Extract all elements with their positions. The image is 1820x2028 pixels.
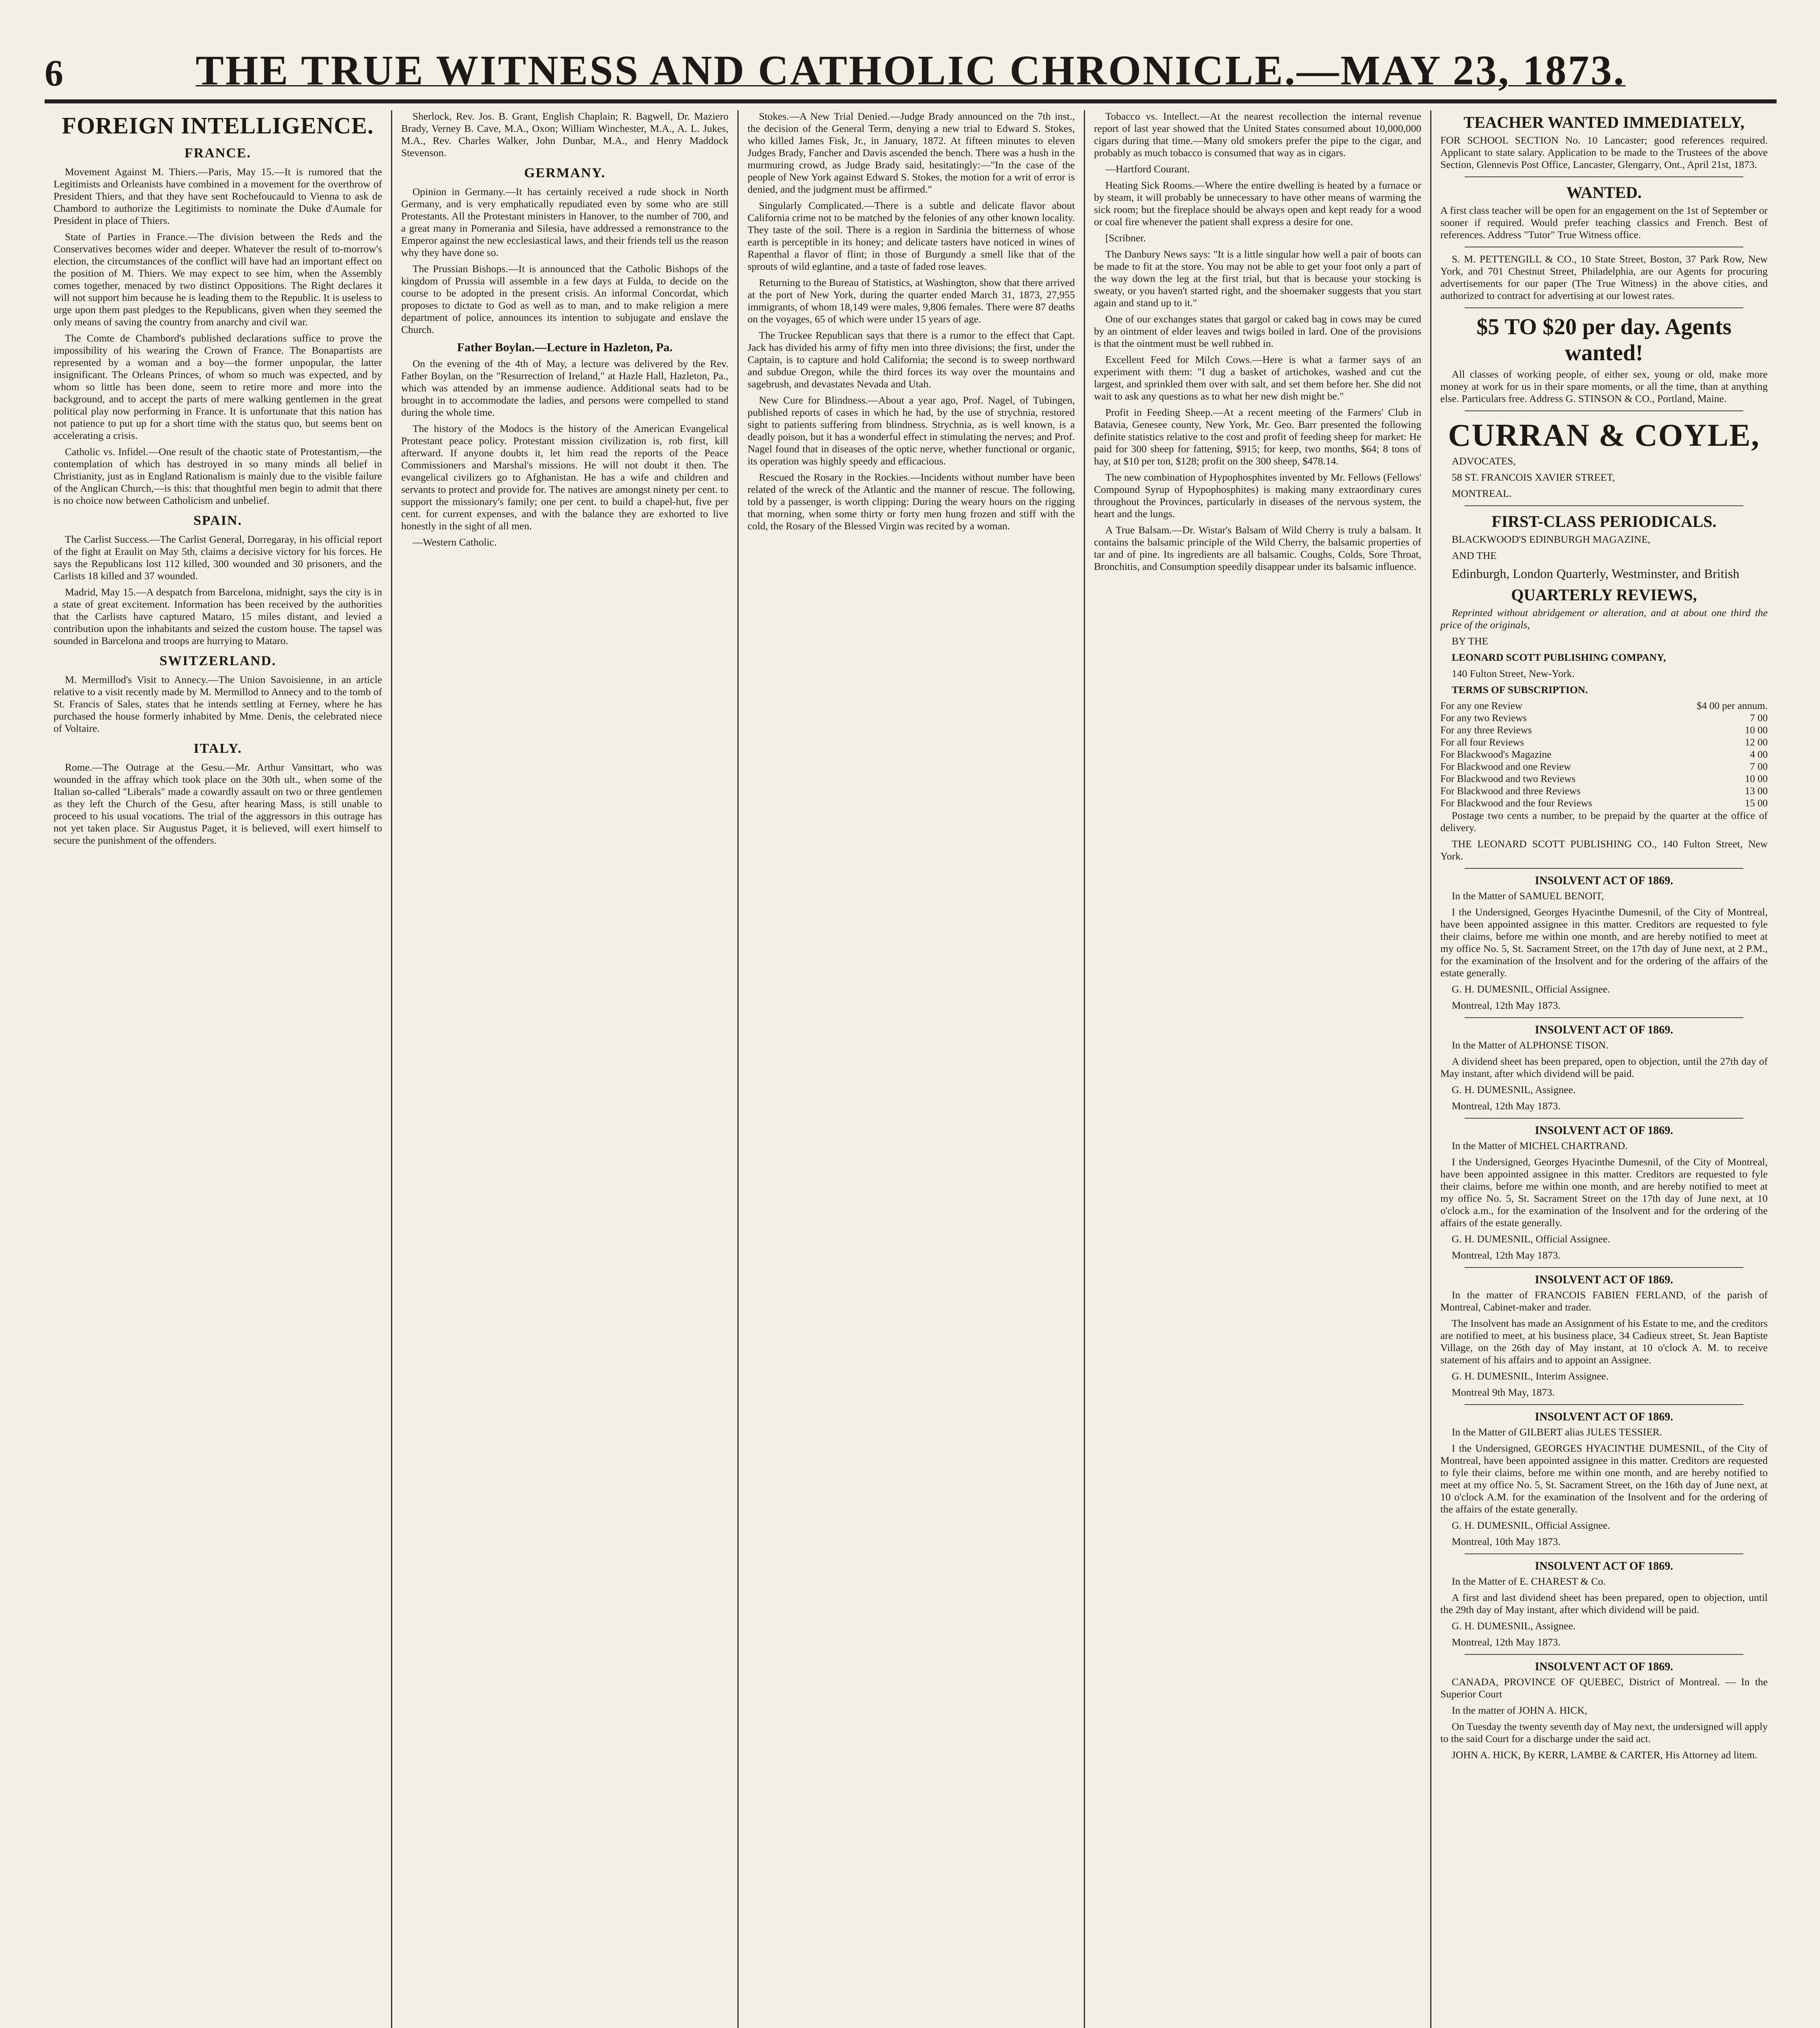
article-paragraph: Stokes.—A New Trial Denied.—Judge Brady announced on the 7th inst., the decision of the General Term, denying a new trial to Edward S. Stokes, who killed James Fisk, Jr., in January, 1872. At fifteen minutes to eleven Judges Brady, Fancher and Davis ascended the bench. There was a hush in the murmuring crowd, as Judge Brady said, hesitatingly:—"In the case of the people of New York against Edward S. Stokes, the motion for a writ of error is denied, and the judgment must be affirmed.": [748, 110, 1075, 195]
insolvent-matter: In the matter of FRANCOIS FABIEN FERLAND, of the parish of Montreal, Cabinet-maker and trader.: [1440, 1289, 1768, 1313]
price-value: 7 00: [1750, 713, 1768, 724]
insolvent-matter: In the Matter of SAMUEL BENOIT,: [1452, 890, 1604, 902]
divider: [1465, 1267, 1743, 1268]
insolvent-signature: G. H. DUMESNIL, Assignee.: [1452, 1620, 1576, 1632]
insolvent-body: I the Undersigned, Georges Hyacinthe Dumesnil, of the City of Montreal, have been appointed assignee in this matter. Creditors are requested to fyle their claims, before me within one month, and are hereby notified to meet at my office No. 5, St. Sacrament Street on the 17th day of June next, at 10 o'clock a.m., for the examination of the Insolvent and for the ordering of the affairs of the estate generally.: [1440, 1156, 1768, 1229]
ad-title: TEACHER WANTED IMMEDIATELY,: [1463, 113, 1745, 131]
article-paragraph: Opinion in Germany.—It has certainly received a rude shock in North Germany, and is very emphatically repudiated even by some who are still Protestants. All the Protestant ministers in Hanover, to the number of 700, and a great many in Pomerania and Silesia, have addressed a remonstrance to the Emperor against the new ecclesiastical laws, and their friends tell us the reason why they have done so.: [401, 186, 728, 258]
article-paragraph: Excellent Feed for Milch Cows.—Here is what a farmer says of an experiment with them: "I dug a basket of artichokes, washed and cut the largest, and sprinkled them over with salt, and set them before her. She did not wait to ask any questions as to what her new dish might be.": [1094, 354, 1421, 402]
article-source: [Scribner.: [1105, 232, 1146, 244]
price-row: [1440, 749, 1768, 761]
price-row: [1440, 761, 1768, 773]
insolvent-body: A first and last dividend sheet has been prepared, open to objection, until the 29th day of May instant, after which dividend will be paid.: [1440, 1592, 1768, 1616]
price-row: [1440, 773, 1768, 785]
insolvent-signature: JOHN A. HICK, By KERR, LAMBE & CARTER, His Attorney ad litem.: [1452, 1749, 1758, 1761]
periodicals-subtitle: BLACKWOOD'S EDINBURGH MAGAZINE,: [1452, 533, 1650, 545]
article-paragraph: The Danbury News says: "It is a little singular how well a pair of boots can be made to fit at the store. You may not be able to get your foot only a part of the way down the leg at the first trial, but that is because your stocking is sweaty, or you haven't started right, and the shoemaker suggests that you start again and stand up to it.": [1094, 248, 1421, 309]
insolvent-body: I the Undersigned, Georges Hyacinthe Dumesnil, of the City of Montreal, have been appointed assignee in this matter. Creditors are requested to fyle their claims, before me within one month, and are hereby notified to meet at my office No. 5, St. Sacrament Street, on the 17th day of June next, at 2 P.M., for the examination of the Insolvent and for the ordering of the affairs of the estate generally.: [1440, 906, 1768, 979]
article-paragraph: A True Balsam.—Dr. Wistar's Balsam of Wild Cherry is truly a balsam. It contains the balsamic principle of the Wild Cherry, the balsamic properties of tar and of pine. Its ingredients are all balsamic. Coughs, Colds, Sore Throat, Bronchitis, and Consumption speedily disappear under its balsamic influence.: [1094, 524, 1421, 572]
periodicals-title: FIRST-CLASS PERIODICALS.: [1491, 512, 1717, 531]
article-paragraph: Tobacco vs. Intellect.—At the nearest recollection the internal revenue report of last year showed that the United States consumed about 10,000,000 cigars during that time.—Many old smokers prefer the pipe to the cigar, and probably as much tobacco is consumed that way as in cigars.: [1094, 110, 1421, 159]
article-paragraph: Rome.—The Outrage at the Gesu.—Mr. Arthur Vansittart, who was wounded in the affray which took place on the 30th ult., when some of the Italian so-called "Liberals" made a cowardly assault on two or three gentlemen as they left the Church of the Gesu, after hearing Mass, is still unable to proceed to his usual vocations. The trial of the aggressors in this outrage has not yet taken place. Sir Augustus Paget, it is believed, will exert himself to secure the punishment of the offenders.: [54, 761, 382, 846]
subscription-price-table: [1440, 700, 1768, 810]
page-number: 6: [45, 52, 63, 94]
article-paragraph: Rescued the Rosary in the Rockies.—Incidents without number have been related of the wreck of the Atlantic and the manner of rescue. The following, told by a passenger, is worth clipping: During the weary hours on the rigging that morning, when some thirty or forty men hung frozen and stiff with the cold, the Rosary of the Blessed Virgin was recited by a woman.: [748, 471, 1075, 532]
article-paragraph: Profit in Feeding Sheep.—At a recent meeting of the Farmers' Club in Batavia, Genesee county, New York, Mr. Geo. Barr presented the following definite statistics relative to the cost and profit of feeding sheep for market: He paid for 300 sheep for fattening, $915; for keep, two months, $64; 8 tons of hay, at $10 per ton, $128; profit on the 300 sheep, $478.14.: [1094, 406, 1421, 467]
teacher-wanted-ad: [1440, 113, 1768, 171]
publisher-signature: THE LEONARD SCOTT PUBLISHING CO., 140 Fulton Street, New York.: [1440, 838, 1768, 862]
article-paragraph: One of our exchanges states that gargol or caked bag in cows may be cured by an ointment of elder leaves and twigs boiled in lard. One of the provisions is that the ointment must be well rubbed in.: [1094, 313, 1421, 349]
article-paragraph: M. Mermillod's Visit to Annecy.—The Union Savoisienne, in an article relative to a visit recently made by M. Mermillod to Annecy and to the tomb of St. Francis of Sales, states that he intends settling at Ferney, where he has purchased the house formerly inhabited by Mme. Denis, the celebrated niece of Voltaire.: [54, 674, 382, 734]
by-the: BY THE: [1452, 635, 1488, 647]
price-value: 7 00: [1750, 761, 1768, 772]
insolvent-title: INSOLVENT ACT OF 1869.: [1535, 874, 1673, 887]
article-paragraph: Returning to the Bureau of Statistics, at Washington, show that there arrived at the port of New York, during the quarter ended March 31, 1873, 27,955 immigrants, of whom 18,149 were males, 9,806 females. There were 87 deaths on the voyages, 65 of which were under 15 years of age.: [748, 277, 1075, 325]
article-paragraph: The Comte de Chambord's published declarations suffice to prove the impossibility of his wearing the Crown of France. The Bonapartists are represented by a woman and a boy—the former unpopular, the latter insignificant. The Orleans Princes, of whom so much was expected, and by whom so little has been done, seem to retire more and more into the background, and to accept the parts of mere walking gentlemen in the great political play now performing in France. It is unfortunate that this nation has not patience to put up for a short time with the status quo, but seems bent on accelerating a crisis.: [54, 332, 382, 441]
price-value: 15 00: [1745, 798, 1768, 809]
insolvent-title: INSOLVENT ACT OF 1869.: [1535, 1274, 1673, 1286]
price-row: [1440, 700, 1768, 712]
article-paragraph: Madrid, May 15.—A despatch from Barcelona, midnight, says the city is in a state of great excitement. Information has been received by the authorities that the Carlists have captured Mataro, 15 miles distant, and levied a contribution upon the inhabitants and seized the custom house. The tapsel was sounded in Barcelona and troops are hurrying to Mataro.: [54, 586, 382, 647]
masthead: [45, 39, 1777, 103]
agents-notice: S. M. PETTENGILL & CO., 10 State Street, Boston, 37 Park Row, New York, and 701 Chestnut Street, Philadelphia, are our Agents for procuring advertisements for our paper (The True Witness) in the above cities, and authorized to contract for advertising at our lowest rates.: [1440, 253, 1768, 301]
article-paragraph: The Carlist Success.—The Carlist General, Dorregaray, in his official report of the fight at Eraulit on May 5th, claims a decisive victory for his forces. He says the Republicans lost 112 killed, 300 wounded and 30 prisoners, and the Carlists 18 killed and 37 wounded.: [54, 533, 382, 582]
insolvent-date: Montreal, 10th May 1873.: [1452, 1536, 1561, 1547]
price-row: [1440, 797, 1768, 810]
section-title: FOREIGN INTELLIGENCE.: [62, 112, 374, 139]
article-paragraph: The Prussian Bishops.—It is announced that the Catholic Bishops of the kingdom of Prussia will assemble in a few days at Fulda, to decide on the course to be adopted in the present crisis. An informal Concordat, which proposes to dictate to God as well as to man, and to make religion a mere department of police, announces its intention to subjugate and enslave the Church.: [401, 263, 728, 335]
country-heading: SWITZERLAND.: [159, 653, 276, 668]
price-item: For any three Reviews: [1440, 725, 1532, 736]
postage-note: Postage two cents a number, to be prepaid by the quarter at the office of delivery.: [1440, 810, 1768, 834]
insolvent-body: The Insolvent has made an Assignment of his Estate to me, and the creditors are notified to meet, at his business place, 34 Cadieux street, St. Jean Baptiste Village, on the 26th day of May instant, at 10 o'clock A. M. to receive statement of his affairs and to appoint an Assignee.: [1440, 1317, 1768, 1366]
divider: [1465, 1404, 1743, 1405]
price-row: [1440, 785, 1768, 797]
insolvent-body: On Tuesday the twenty seventh day of May next, the undersigned will apply to the said Court for a discharge under the said act.: [1440, 1721, 1768, 1744]
insolvent-matter: In the Matter of ALPHONSE TISON.: [1452, 1039, 1609, 1051]
column-3: [737, 110, 1084, 2028]
column-5-ads: [1430, 110, 1777, 2028]
article-paragraph: The new combination of Hypophosphites invented by Mr. Fellows (Fellows' Compound Syrup of Hypophosphites) is making many extraordinary cures throughout the Provinces, particularly in diseases of the nervous system, the heart and the lungs.: [1094, 471, 1421, 520]
insolvent-title: INSOLVENT ACT OF 1869.: [1535, 1024, 1673, 1036]
insolvent-signature: G. H. DUMESNIL, Assignee.: [1452, 1084, 1576, 1096]
price-item: For any two Reviews: [1440, 713, 1527, 724]
insolvent-title: INSOLVENT ACT OF 1869.: [1535, 1560, 1673, 1573]
divider: [1465, 1654, 1743, 1655]
price-value: 10 00: [1745, 725, 1768, 736]
insolvent-matter: In the Matter of GILBERT alias JULES TESSIER.: [1452, 1426, 1662, 1438]
price-item: For Blackwood's Magazine: [1440, 749, 1551, 760]
divider: [1465, 410, 1743, 411]
divider: [1465, 1553, 1743, 1554]
insolvent-date: Montreal 9th May, 1873.: [1452, 1386, 1555, 1398]
insolvent-title: INSOLVENT ACT OF 1869.: [1535, 1411, 1673, 1423]
insolvent-date: Montreal, 12th May 1873.: [1452, 1249, 1561, 1261]
article-paragraph: Singularly Complicated.—There is a subtle and delicate flavor about California crime not to be matched by the felonies of any other known locality. They taste of the soil. There is a region in Sardinia the bitterness of whose earth is perceptible in its honey; and delicate tasters have noticed in wines of Rapenthal a flavor of flint; in those of Burgundy a smell like that of the sprouts of wild eglantine, and a taste of faded rose leaves.: [748, 200, 1075, 272]
article-heading: Father Boylan.—Lecture in Hazleton, Pa.: [457, 341, 673, 354]
divider: [1465, 868, 1743, 869]
periodicals-and: AND THE: [1452, 550, 1497, 561]
insolvent-court: CANADA, PROVINCE OF QUEBEC, District of Montreal. — In the Superior Court: [1440, 1676, 1768, 1700]
article-paragraph: New Cure for Blindness.—About a year ago, Prof. Nagel, of Tubingen, published reports of cases in which he had, by the use of strychnia, restored sight to patients suffering from blindness. Strychnia, as is well known, is a deadly poison, but it has a wonderful effect in stimulating the nerves; and Prof. Nagel found that in diseases of the optic nerve, whether functional or organic, its operation was highly speedy and efficacious.: [748, 394, 1075, 467]
article-source: —Western Catholic.: [413, 536, 497, 548]
price-row: [1440, 724, 1768, 737]
price-value: 12 00: [1745, 737, 1768, 748]
divider: [1465, 307, 1743, 308]
publisher-address: 140 Fulton Street, New-York.: [1452, 668, 1575, 679]
insolvent-title: INSOLVENT ACT OF 1869.: [1535, 1661, 1673, 1673]
price-row: [1440, 737, 1768, 749]
price-item: For Blackwood and three Reviews: [1440, 786, 1581, 797]
terms-title: TERMS OF SUBSCRIPTION.: [1452, 684, 1588, 696]
ad-body: A first class teacher will be open for an engagement on the 1st of September or sooner if required. Would prefer teaching classics and French. Best of references. Address "Tutor" True Witness office.: [1440, 204, 1768, 241]
country-heading: GERMANY.: [524, 165, 606, 180]
publisher-name: LEONARD SCOTT PUBLISHING COMPANY,: [1452, 651, 1666, 663]
article-paragraph: The Truckee Republican says that there is a rumor to the effect that Capt. Jack has divided his army of fifty men into three divisions; the first, under the Captain, is to capture and hold California; the second is to sweep northward and subdue Oregon, while the third forces its way over the mountains and sagebrush, and devastates Nevada and Utah.: [748, 329, 1075, 390]
divider: [1465, 1017, 1743, 1018]
price-value: 13 00: [1745, 786, 1768, 797]
column-1: [45, 110, 391, 2028]
price-item: For Blackwood and one Review: [1440, 761, 1571, 772]
columns: [45, 110, 1777, 2028]
ad-title: WANTED.: [1566, 183, 1642, 202]
article-paragraph: State of Parties in France.—The division between the Reds and the Conservatives becomes wider and deeper. Whatever the result of to-morrow's election, the circumstances of the conflict will have had an important effect on the position of M. Thiers. We may expect to see him, when the Assembly comes together, menaced by two distinct Oppositions. The Right declares it will not support him because he is leading them to the Republic. It is useless to urge upon them past pledges to the Republicans, given when they seemed the only means of saving the country from anarchy and civil war.: [54, 231, 382, 328]
price-item: For Blackwood and the four Reviews: [1440, 798, 1592, 809]
firm-name: CURRAN & COYLE,: [1448, 417, 1760, 453]
insolvent-signature: G. H. DUMESNIL, Official Assignee.: [1452, 1233, 1610, 1245]
price-item: For all four Reviews: [1440, 737, 1524, 748]
insolvent-signature: G. H. DUMESNIL, Official Assignee.: [1452, 1519, 1610, 1531]
firm-address: 58 ST. FRANCOIS XAVIER STREET,: [1452, 471, 1615, 483]
insolvent-matter: In the Matter of MICHEL CHARTRAND.: [1452, 1140, 1628, 1151]
article-paragraph: Catholic vs. Infidel.—One result of the chaotic state of Protestantism,—the contemplation of which has destroyed in so many minds all belief in Christianity, just as in England Rationalism is mainly due to the visible failure of the Anglican Church,—is this: that thoughtful men begin to admit that there is no choice now between Catholicism and unbelief.: [54, 446, 382, 506]
article-paragraph: The history of the Modocs is the history of the American Evangelical Protestant peace policy. Protestant mission civilization is, rob first, kill afterward. If anyone doubts it, let him read the reports of the Peace Commissioners and Marshal's missions. He will not doubt it then. The evangelical civilizers go to Afghanistan. He has a wife and children and servants to protect and provide for. The natives are amongst ninety per cent. to support the missionary's family; one per cent. to build a chapel-hut, five per cent. for current expenses, and with the balance they are exhorted to live honestly in the sight of all men.: [401, 423, 728, 532]
insolvent-matter: In the Matter of E. CHAREST & Co.: [1452, 1575, 1606, 1587]
insolvent-matter: In the matter of JOHN A. HICK,: [1452, 1704, 1588, 1716]
insolvent-signature: G. H. DUMESNIL, Interim Assignee.: [1452, 1370, 1609, 1382]
article-paragraph: Movement Against M. Thiers.—Paris, May 15.—It is rumored that the Legitimists and Orleanists have combined in a movement for the overthrow of President Thiers, and that they have sent Rochefoucauld to Vienna to ask de Chambord to authorize the Legitimists to nominate the Duke d'Aumale for President in place of Thiers.: [54, 166, 382, 226]
insolvent-body: A dividend sheet has been prepared, open to objection, until the 27th day of May instant, after which dividend will be paid.: [1440, 1055, 1768, 1079]
price-value: 10 00: [1745, 773, 1768, 784]
price-value: $4 00 per annum.: [1697, 700, 1768, 711]
firm-city: MONTREAL.: [1452, 488, 1512, 499]
firm-subtitle: ADVOCATES,: [1452, 455, 1516, 467]
article-paragraph: Sherlock, Rev. Jos. B. Grant, English Chaplain; R. Bagwell, Dr. Maziero Brady, Verney B. Cave, M.A., Oxon; William Winchester, M.A., A. L. Jukes, M.A., Rev. Charles Walker, John Dunbar, M.A., and Henry Maddock Stevenson.: [401, 110, 728, 159]
insolvent-date: Montreal, 12th May 1873.: [1452, 1100, 1561, 1112]
insolvent-title: INSOLVENT ACT OF 1869.: [1535, 1124, 1673, 1137]
wanted-ad: [1440, 183, 1768, 241]
price-value: 4 00: [1750, 749, 1768, 760]
ad-body: FOR SCHOOL SECTION No. 10 Lancaster; good references required. Applicant to state salary. Application to be made to the Trustees of the above Section, Glennevis Post Office, Lancaster, Glengarry, Ont., April 21st, 1873.: [1440, 134, 1768, 170]
agents-wanted-title: $5 TO $20 per day. Agents wanted!: [1476, 314, 1732, 365]
divider: [1465, 505, 1743, 506]
divider: [1465, 176, 1743, 177]
quarterly-reviews-title: QUARTERLY REVIEWS,: [1511, 586, 1697, 604]
article-paragraph: On the evening of the 4th of May, a lecture was delivered by the Rev. Father Boylan, on the "Resurrection of Ireland," at Hazle Hall, Hazleton, Pa., which was attended by an immense audience. Additional seats had to be brought in to accommodate the ladies, and persons were compelled to stand during the whole time.: [401, 358, 728, 418]
newspaper-title: THE TRUE WITNESS AND CATHOLIC CHRONICLE.—MAY 23, 1873.: [196, 47, 1626, 94]
column-2: [391, 110, 737, 2028]
agents-wanted-body: All classes of working people, of either sex, young or old, make more money at work for us in their spare moments, or all the time, than at anything else. Particulars free. Address G. STINSON & CO., Portland, Maine.: [1440, 368, 1768, 404]
insolvent-date: Montreal, 12th May 1873.: [1452, 1636, 1561, 1648]
column-4: [1084, 110, 1430, 2028]
periodicals-list: Edinburgh, London Quarterly, Westminster, and British: [1452, 566, 1740, 581]
price-item: For any one Review: [1440, 700, 1523, 711]
price-item: For Blackwood and two Reviews: [1440, 773, 1576, 784]
divider: [1465, 1118, 1743, 1119]
reprinted-note: Reprinted without abridgement or alteration, and at about one third the price of the originals,: [1440, 607, 1768, 631]
insolvent-signature: G. H. DUMESNIL, Official Assignee.: [1452, 983, 1610, 995]
price-row: [1440, 712, 1768, 724]
insolvent-date: Montreal, 12th May 1873.: [1452, 999, 1561, 1011]
country-heading: SPAIN.: [193, 513, 242, 528]
article-paragraph: Heating Sick Rooms.—Where the entire dwelling is heated by a furnace or by steam, it will probably be unnecessary to have other means of warming the sick room; but the fireplace should be always open and kept ready for a wood or coal fire whenever the patient shall express a desire for one.: [1094, 179, 1421, 228]
country-heading: ITALY.: [193, 741, 242, 756]
article-source: —Hartford Courant.: [1105, 163, 1190, 175]
country-heading: FRANCE.: [184, 146, 251, 161]
insolvent-body: I the Undersigned, GEORGES HYACINTHE DUMESNIL, of the City of Montreal, have been appointed assignee in this matter. Creditors are requested to fyle their claims, before me within one month, and are hereby notified to meet at my office No. 5, St. Sacrament Street, on the 16th day of June next, at 10 o'clock A.M. for the examination of the Insolvent and for the ordering of the affairs of the estate generally.: [1440, 1442, 1768, 1515]
